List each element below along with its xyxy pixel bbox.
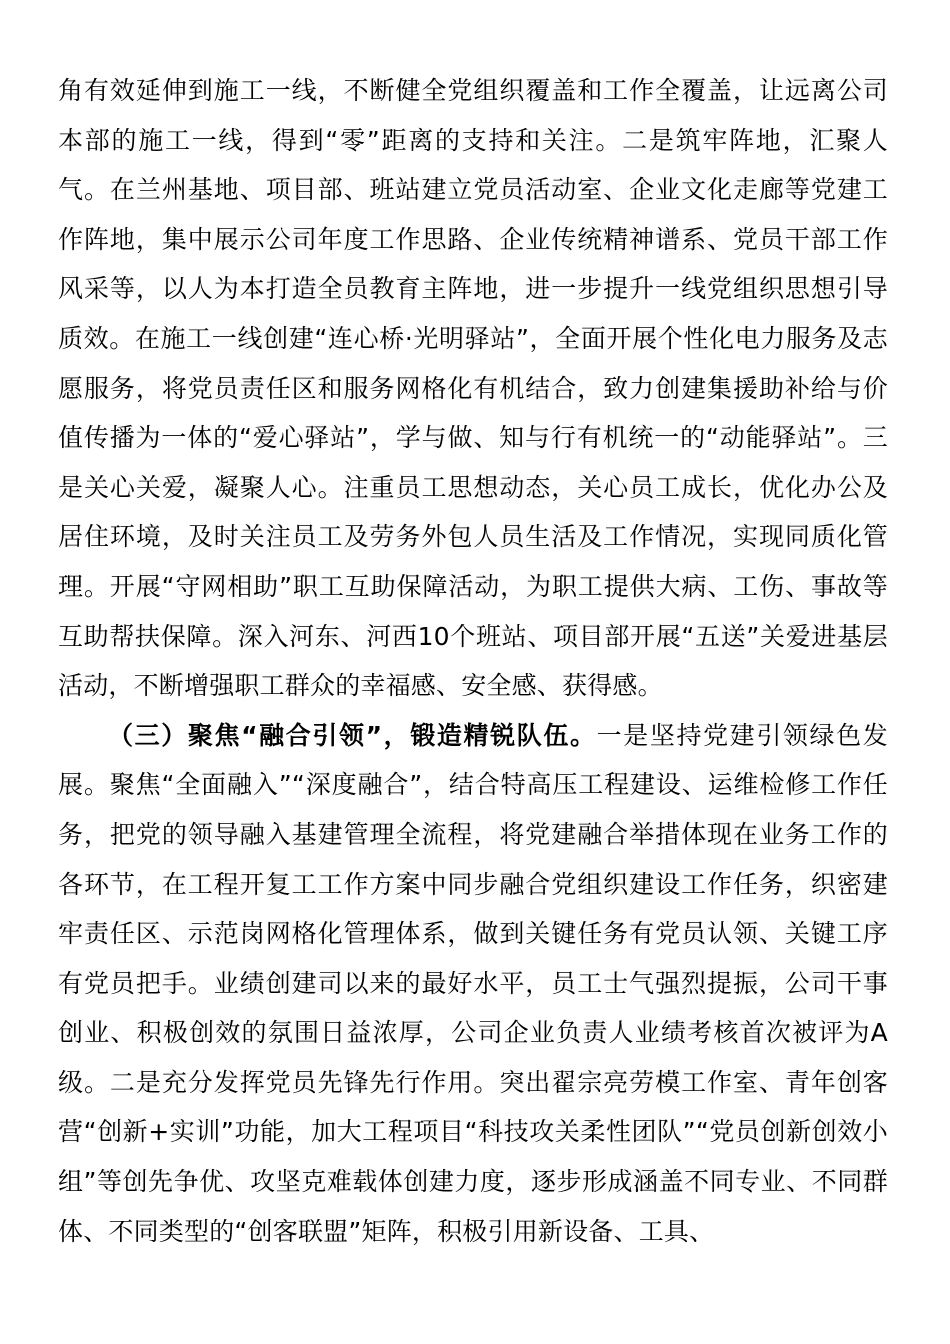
paragraph-1-text: 角有效延伸到施工一线，不断健全党组织覆盖和工作全覆盖，让远离公司本部的施工一线，得到“零”距离的支持和关注。二是筑牢阵地，汇聚人气。在兰州基地、项目部、班站建立党员活动室、企业文化走廊等党建工作阵地，集中展示公司年度工作思路、企业传统精神谱系、党员干部工作风采等，以人为本打造全员教育主阵地，进一步提升一线党组织思想引导质效。在施工一线创建“连心桥·光明驿站”，全面开展个性化电力服务及志愿服务，将党员责任区和服务网格化有机结合，致力创建集援助补给与价值传播为一体的“爱心驿站”，学与做、知与行有机统一的“动能驿站”。三是关心关爱，凝聚人心。注重员工思想动态，关心员工成长，优化办公及居住环境，及时关注员工及劳务外包人员生活及工作情况，实现同质化管理。开展“守网相助”职工互助保障活动，为职工提供大病、工伤、事故等互助帮扶保障。深入河东、河西10个班站、项目部开展“五送”关爱进基层活动，不断增强职工群众的幸福感、安全感、获得感。 [58,76,888,701]
paragraph-continued [58,66,888,711]
paragraph-2-text: 一是坚持党建引领绿色发展。聚焦“全面融入”“深度融合”，结合特高压工程建设、运维检修工作任务，把党的领导融入基建管理全流程，将党建融合举措体现在业务工作的各环节，在工程开复工工作方案中同步融合党组织建设工作任务，织密建牢责任区、示范岗网格化管理体系，做到关键任务有党员认领、关键工序有党员把手。业绩创建司以来的最好水平，员工士气强烈提振，公司干事创业、积极创效的氛围日益浓厚，公司企业负责人业绩考核首次被评为A级。二是充分发挥党员先锋先行作用。突出翟宗亮劳模工作室、青年创客营“创新+实训”功能，加大工程项目“科技攻关柔性团队”“党员创新创效小组”等创先争优、攻坚克难载体创建力度，逐步形成涵盖不同专业、不同群体、不同类型的“创客联盟”矩阵，积极引用新设备、工具、 [58,720,888,1246]
document-body [58,66,888,1256]
section-heading: （三）聚焦“融合引领”，锻造精锐队伍。 [108,720,597,750]
paragraph-section-three [58,711,888,1257]
